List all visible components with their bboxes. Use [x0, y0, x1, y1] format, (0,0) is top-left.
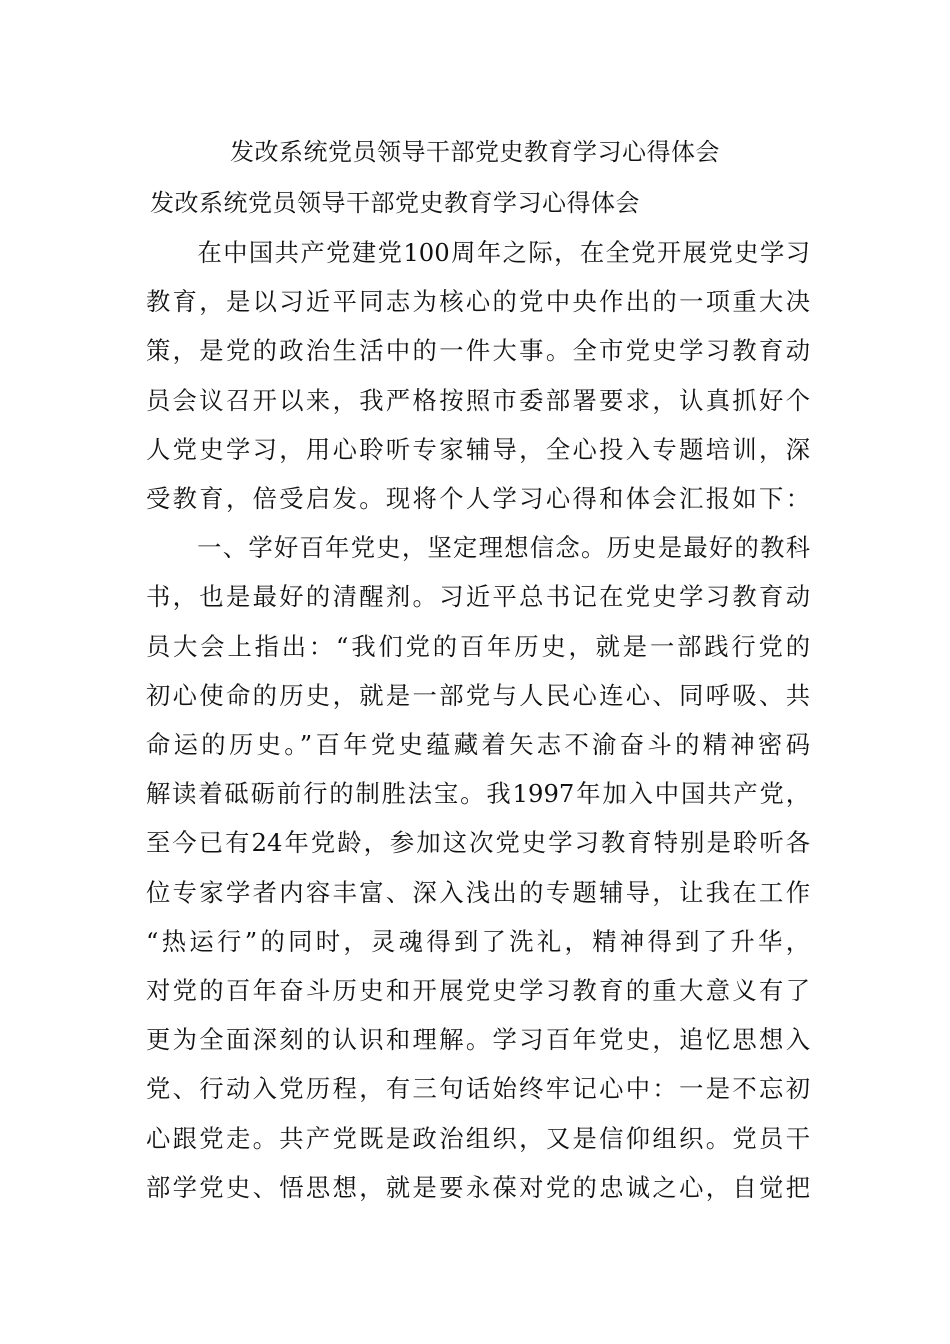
- body-text-line: 人党史学习，用心聆听专家辅导，全心投入专题培训，深: [146, 434, 810, 464]
- body-text-line: 一、学好百年党史，坚定理想信念。历史是最好的教科: [146, 533, 810, 563]
- body-text-line: 在中国共产党建党100周年之际，在全党开展党史学习: [146, 238, 810, 267]
- body-text-line: 初心使命的历史，就是一部党与人民心连心、同呼吸、共: [146, 680, 810, 710]
- body-text-line: 命运的历史。”百年党史蕴藏着矢志不渝奋斗的精神密码: [146, 730, 810, 759]
- body-text-line: 受教育，倍受启发。现将个人学习心得和体会汇报如下：: [146, 484, 810, 513]
- body-text-line: 员会议召开以来，我严格按照市委部署要求，认真抓好个: [146, 385, 810, 415]
- body-text-line: 策，是党的政治生活中的一件大事。全市党史学习教育动: [146, 336, 810, 366]
- body-text-line: 更为全面深刻的认识和理解。学习百年党史，追忆思想入: [146, 1025, 810, 1055]
- body-text-line: 教育，是以习近平同志为核心的党中央作出的一项重大决: [146, 287, 810, 317]
- document-title: 发改系统党员领导干部党史教育学习心得体会: [230, 138, 720, 166]
- body-text-line: 解读着砥砺前行的制胜法宝。我1997年加入中国共产党，: [146, 779, 810, 809]
- body-text-line: 部学党史、悟思想，就是要永葆对党的忠诚之心，自觉把: [146, 1172, 810, 1202]
- body-text-line: 心跟党走。共产党既是政治组织，又是信仰组织。党员干: [146, 1123, 810, 1153]
- body-text-line: 员大会上指出：“我们党的百年历史，就是一部践行党的: [146, 631, 810, 661]
- body-text-line: 书，也是最好的清醒剂。习近平总书记在党史学习教育动: [146, 582, 810, 612]
- body-text-line: “热运行”的同时，灵魂得到了洗礼，精神得到了升华，: [146, 926, 810, 956]
- document-subtitle: 发改系统党员领导干部党史教育学习心得体会: [150, 189, 640, 217]
- body-text-line: 位专家学者内容丰富、深入浅出的专题辅导，让我在工作: [146, 877, 810, 907]
- body-text-line: 党、行动入党历程，有三句话始终牢记心中：一是不忘初: [146, 1074, 810, 1104]
- body-text-line: 对党的百年奋斗历史和开展党史学习教育的重大意义有了: [146, 976, 810, 1005]
- body-text-line: 至今已有24年党龄，参加这次党史学习教育特别是聆听各: [146, 828, 810, 858]
